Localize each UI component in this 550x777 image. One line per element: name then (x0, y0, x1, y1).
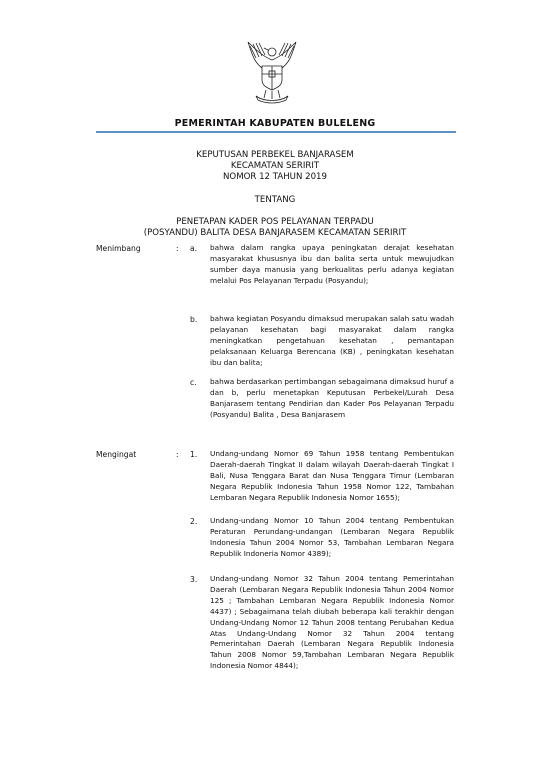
mengingat-clause-2: Undang-undang Nomor 10 Tahun 2004 tentang Pembentukan Peraturan Perundang-undangan (Lembaran Negara Republik Indonesia Tahun 2004 Nomor 53, Tambahan Lembaran Negara Republik Indoneria Nomor 4389); (210, 516, 454, 558)
decree-number: NOMOR 12 TAHUN 2019 (223, 172, 327, 182)
menimbang-colon: : (176, 244, 179, 253)
decree-title-line-2: KECAMATAN SERIRIT (230, 161, 320, 171)
mengingat-colon: : (176, 450, 179, 459)
menimbang-clause-c: bahwa berdasarkan pertimbangan sebagaimana dimaksud huruf a dan b, perlu menetapkan Keputusan Perbekel/Lurah Desa Banjarasem tentang Pendirian dan Kader Pos Pelayanan Terpadu (Posyandu) Balita , Desa Banjarasem (210, 377, 454, 419)
mengingat-clause-1: Undang-undang Nomor 69 Tahun 1958 tentang Pembentukan Daerah-daerah Tingkat II dalam wilayah Daerah-daerah Tingkat I Bali, Nusa Tenggara Barat dan Nusa Tenggara Timur (Lembaran Negara Republik Indonesia Tahun 1958 Nomor 122, Tambahan Lembaran Negara Republik Indonesia Nomor 1655); (210, 449, 454, 502)
menimbang-label: Menimbang (96, 244, 141, 253)
clause-marker: 2. (190, 517, 198, 526)
garuda-emblem-icon (242, 38, 302, 106)
decree-subject-line-1: PENETAPAN KADER POS PELAYANAN TERPADU (176, 217, 374, 227)
menimbang-clause-a: bahwa dalam rangka upaya peningkatan derajat kesehatan masyarakat khususnya ibu dan balita serta untuk mewujudkan sumber daya manusia yang berkualitas perlu adanya kegiatan melalui Pos Pelayanan Terpadu (Posyandu); (210, 243, 454, 285)
header-divider (96, 131, 456, 133)
government-title: PEMERINTAH KABUPATEN BULELENG (174, 118, 376, 129)
clause-marker: c. (190, 378, 197, 387)
decree-subject-line-2: (POSYANDU) BALITA DESA BANJARASEM KECAMATAN SERIRIT (143, 228, 407, 238)
mengingat-clause-3: Undang-undang Nomor 32 Tahun 2004 tentang Pemerintahan Daerah (Lembaran Negara Republik Indonesia Tahun 2004 Nomor 125 ; Tambahan Lembaran Negara Republik Indonesia Nomor 4437) ; Sebagaimana telah diubah beberapa kali terakhir dengan Undang-Undang Nomor 12 Tahun 2008 tentang Perubahan Kedua Atas Undang-Undang Nomor 32 Tahun 2004 tentang Pemerintahan Daerah (Lembaran Negara Republik Indonesia Tahun 2008 Nomor 59,Tambahan Lembaran Negara Republik Indonesia Nomor 4844); (210, 574, 454, 671)
clause-marker: 1. (190, 450, 198, 459)
mengingat-label: Mengingat (96, 450, 137, 459)
menimbang-clause-b: bahwa kegiatan Posyandu dimaksud merupakan salah satu wadah pelayanan kesehatan bagi masyarakat dalam rangka meningkatkan pengetahuan kesehatan , pemantapan pelaksanaan Keluarga Berencana (KB) , peningkatan kesehatan ibu dan balita; (210, 314, 454, 367)
clause-marker: b. (190, 315, 198, 324)
clause-marker: 3. (190, 575, 198, 584)
clause-marker: a. (190, 244, 198, 253)
decree-title-line-1: KEPUTUSAN PERBEKEL BANJARASEM (196, 150, 354, 160)
tentang-heading: TENTANG (254, 195, 296, 205)
